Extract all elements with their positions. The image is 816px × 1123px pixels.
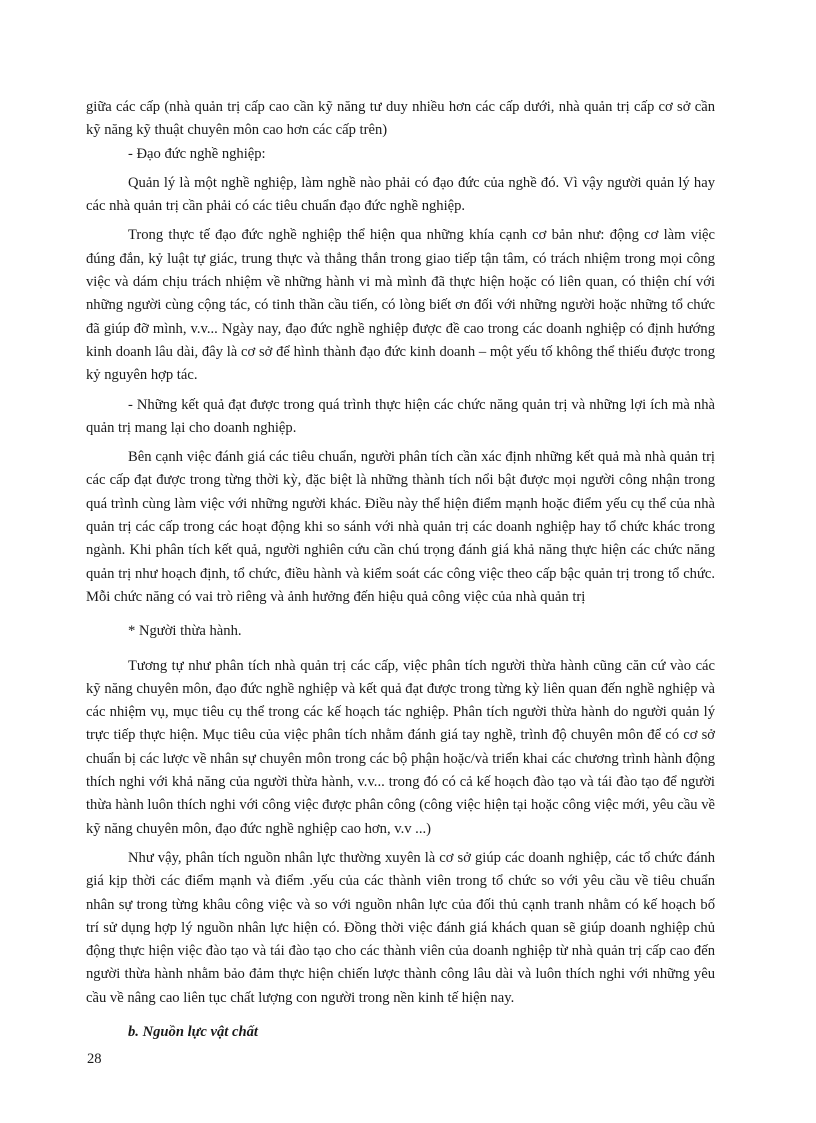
paragraph-conclusion: Như vậy, phân tích nguồn nhân lực thường xuyên là cơ sở giúp các doanh nghiệp, các tổ chức đánh giá kịp thời các điểm mạnh và điểm .yếu của các thành viên trong tổ chức so với yêu cầu về tiêu chuẩn nhân sự trong từng khâu công việc và so với nguồn nhân lực của đối thủ cạnh tranh nhằm có kế hoạch bố trí sử dụng hợp lý nguồn nhân lực hiện có. Đồng thời việc đánh giá khách quan sẽ giúp doanh nghiệp chủ động thực hiện việc đào tạo và tái đào tạo cho các thành viên của doanh nghiệp từ nhà quản trị cấp cao đến người thừa hành nhằm bảo đảm thực hiện chiến lược thành công lâu dài và luôn thích nghi với những yêu cầu về nâng cao liên tục chất lượng con người trong nền kinh tế hiện nay. [86,849,715,1006]
bullet-professional-ethics: - Đạo đức nghề nghiệp: [128,145,266,162]
paragraph-continuation: giữa các cấp (nhà quản trị cấp cao cần kỹ năng tư duy nhiều hơn các cấp dưới, nhà quản trị cấp cơ sở cần kỹ năng kỹ thuật chuyên môn cao hơn các cấp trên) [86,99,715,139]
paragraph-results-analysis: Bên cạnh việc đánh giá các tiêu chuẩn, người phân tích cần xác định những kết quả mà nhà quản trị các cấp đạt được trong từng thời kỳ, đặc biệt là những thành tích nổi bật được mọi người công nhận trong quá trình cùng làm việc với những người khác. Điều này thể hiện điểm mạnh hoặc điểm yếu cụ thể của nhà quản trị các cấp trong các hoạt động khi so sánh với nhà quản trị các doanh nghiệp hay tổ chức khác trong ngành. Khi phân tích kết quả, người nghiên cứu cần chú trọng đánh giá khả năng thực hiện các chức năng quản trị như hoạch định, tổ chức, điều hành và kiểm soát các công việc theo cấp bậc quản trị trong tổ chức. Mỗi chức năng có vai trò riêng và ảnh hưởng đến hiệu quả công việc của nhà quản trị [86,449,715,605]
page-body [86,96,715,1044]
bullet-achieved-results: - Những kết quả đạt được trong quá trình thực hiện các chức năng quản trị và những lợi ích mà nhà quản trị mang lại cho doanh nghiệp. [86,396,715,436]
section-heading: b. Nguồn lực vật chất [128,1023,258,1040]
paragraph-ethics-aspects: Trong thực tế đạo đức nghề nghiệp thể hiện qua những khía cạnh cơ bản như: động cơ làm việc đúng đắn, kỷ luật tự giác, trung thực và thẳng thắn trong giao tiếp tận tâm, có trách nhiệm trong mọi công việc và dám chịu trách nhiệm về những hành vi mà mình đã thực hiện hoặc có liên quan, có thiện chí với những người cùng cộng tác, có tinh thần cầu tiến, có lòng biết ơn đối với những người hoặc những tổ chức đã giúp đỡ mình, v.v... Ngày nay, đạo đức nghề nghiệp được đề cao trong các doanh nghiệp có định hướng kinh doanh lâu dài, đây là cơ sở để hình thành đạo đức kinh doanh – một yếu tố không thể thiếu được trong kỷ nguyên hợp tác. [86,227,715,384]
bullet-subordinates: * Người thừa hành. [128,623,242,640]
paragraph-management-ethics: Quản lý là một nghề nghiệp, làm nghề nào phải có đạo đức của nghề đó. Vì vậy người quản lý hay các nhà quản trị cần phải có các tiêu chuẩn đạo đức nghề nghiệp. [86,174,715,215]
paragraph-subordinate-analysis: Tương tự như phân tích nhà quản trị các cấp, việc phân tích người thừa hành cũng căn cứ vào các kỹ năng chuyên môn, đạo đức nghề nghiệp và kết quả đạt được trong từng kỳ liên quan đến nghề nghiệp và các nhiệm vụ, mục tiêu cụ thể trong các kế hoạch tác nghiệp. Phân tích người thừa hành do người quản lý trực tiếp thực hiện. Mục tiêu của việc phân tích nhằm đánh giá tay nghề, trình độ chuyên môn để có cơ sở chuẩn bị các lược về nhân sự chuyên môn trong các bộ phận hoặc/và triển khai các chương trình hành động thích nghi với khả năng của người thừa hành, v.v... trong đó có cả kế hoạch đào tạo và tái đào tạo để người thừa hành luôn thích nghi với công việc được phân công (công việc hiện tại hoặc công việc mới, yêu cầu về kỹ năng chuyên môn, đạo đức nghề nghiệp cao hơn, v.v ...) [86,657,716,837]
page-number: 28 [87,1051,102,1067]
